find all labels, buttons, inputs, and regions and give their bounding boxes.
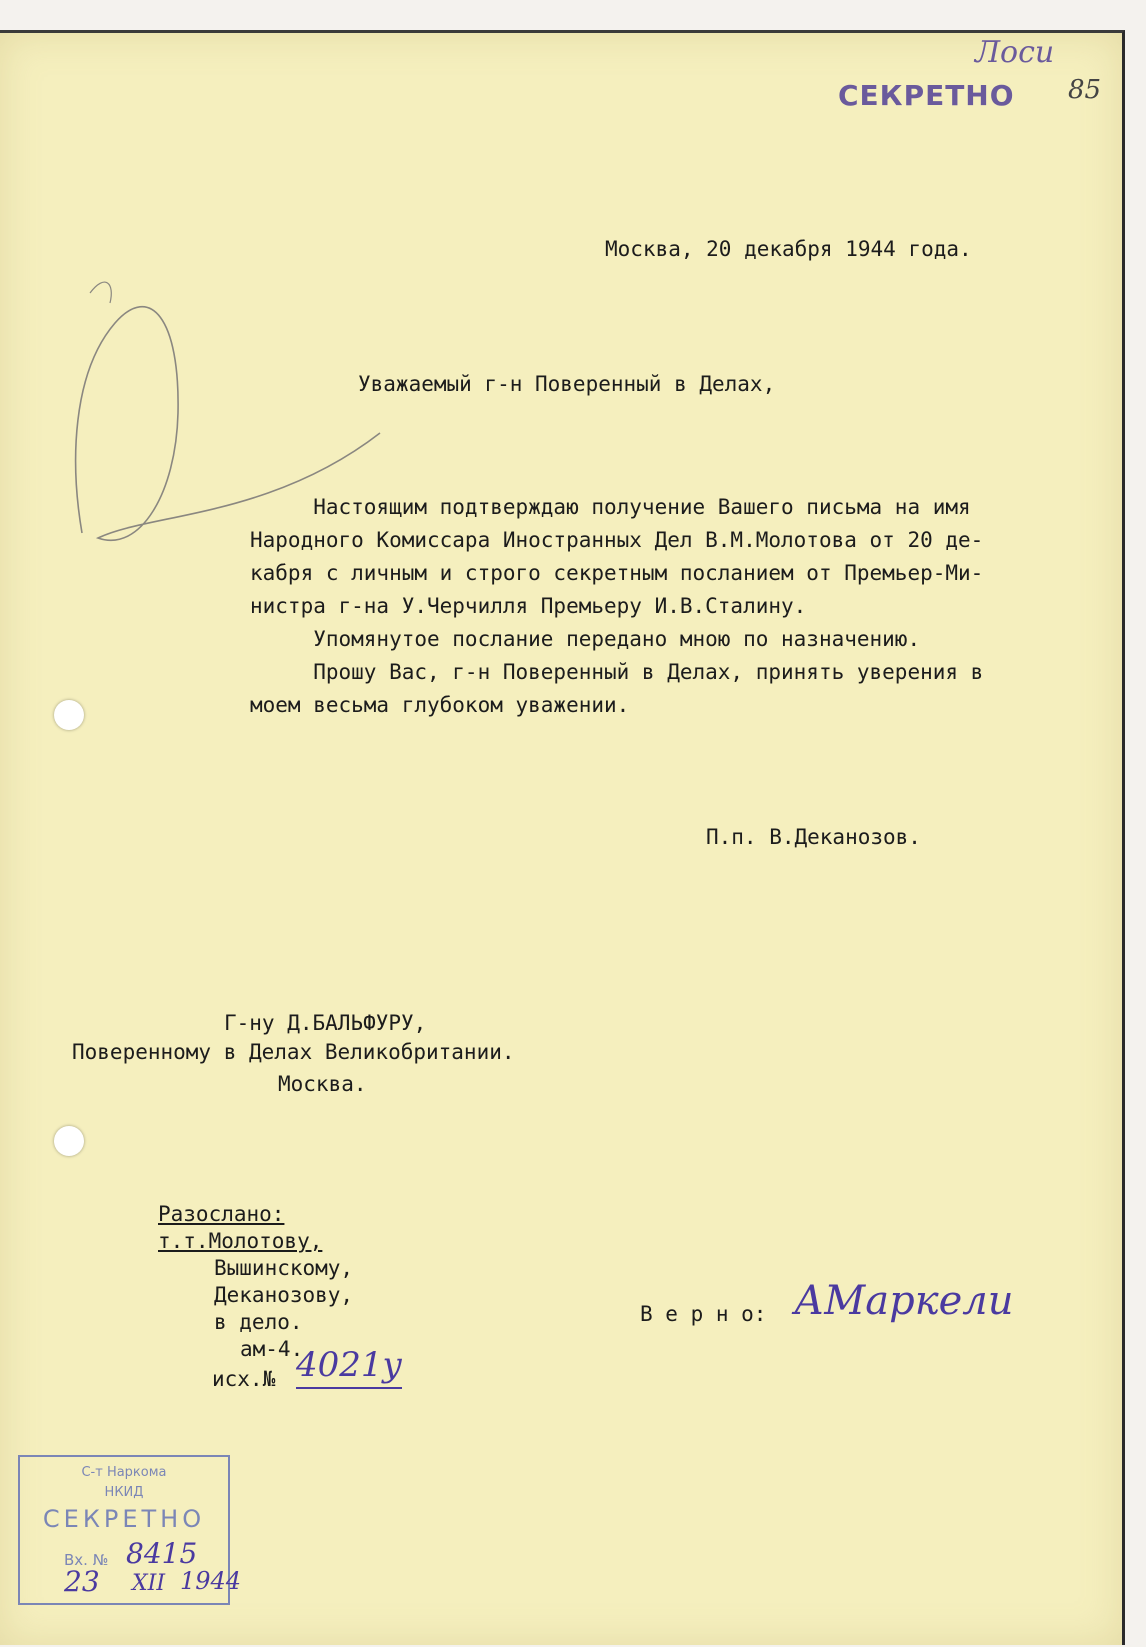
registration-stamp-secret: СЕКРЕТНО (42, 1505, 206, 1533)
verification-label: В е р н о: (640, 1302, 767, 1326)
verification-signature: АМаркели (794, 1278, 1014, 1324)
signature: П.п. В.Деканозов. (706, 825, 921, 849)
registration-incoming-number: 8415 (126, 1537, 198, 1570)
body-line: кабря с личным и строго секретным посланием от Премьер-Ми- (250, 561, 984, 585)
body-line: моем весьма глубоком уважении. (250, 693, 630, 717)
distribution-line: в дело. (214, 1310, 303, 1334)
body-line: нистра г-на У.Черчилля Премьеру И.В.Сталину. (250, 594, 807, 618)
outgoing-number-handwritten: 4021у (296, 1343, 402, 1389)
registration-stamp (18, 1455, 242, 1605)
body-line: Упомянутое послание передано мною по назначению. (250, 627, 921, 651)
handwritten-note-top: Лоси (975, 35, 1055, 70)
body-line: Народного Комиссара Иностранных Дел В.М.Молотова от 20 де- (250, 528, 984, 552)
distribution-line: ам-4. (240, 1337, 304, 1361)
document-page (0, 30, 1125, 1645)
punch-hole (54, 1126, 84, 1156)
distribution-line: Вышинскому, (214, 1256, 354, 1280)
page-number: 85 (1068, 75, 1102, 105)
distribution-heading: Разослано: (158, 1202, 285, 1226)
date-line: Москва, 20 декабря 1944 года. (605, 237, 972, 261)
salutation: Уважаемый г-н Поверенный в Делах, (358, 372, 776, 396)
registration-date-month: XII (132, 1571, 166, 1596)
body-line: Прошу Вас, г-н Поверенный в Делах, принять уверения в (250, 660, 984, 684)
body-line: Настоящим подтверждаю получение Вашего письма на имя (250, 495, 971, 519)
registration-stamp-line: С-т Наркома (81, 1465, 167, 1480)
addressee-title: Поверенному в Делах Великобритании. (72, 1040, 515, 1064)
addressee-city: Москва. (278, 1072, 367, 1096)
registration-incoming-label: Вх. № (64, 1551, 109, 1569)
distribution-line: Деканозову, (214, 1283, 354, 1307)
outgoing-label: исх.№ (212, 1367, 276, 1391)
secret-stamp: СЕКРЕТНО (838, 79, 1015, 112)
registration-stamp-line: НКИД (104, 1485, 144, 1500)
punch-hole (54, 700, 84, 730)
registration-date-day: 23 (64, 1565, 100, 1598)
distribution-line: т.т.Молотову, (158, 1229, 323, 1253)
addressee-name: Г-ну Д.БАЛЬФУРУ, (224, 1011, 427, 1035)
registration-date-year: 1944 (180, 1567, 242, 1595)
